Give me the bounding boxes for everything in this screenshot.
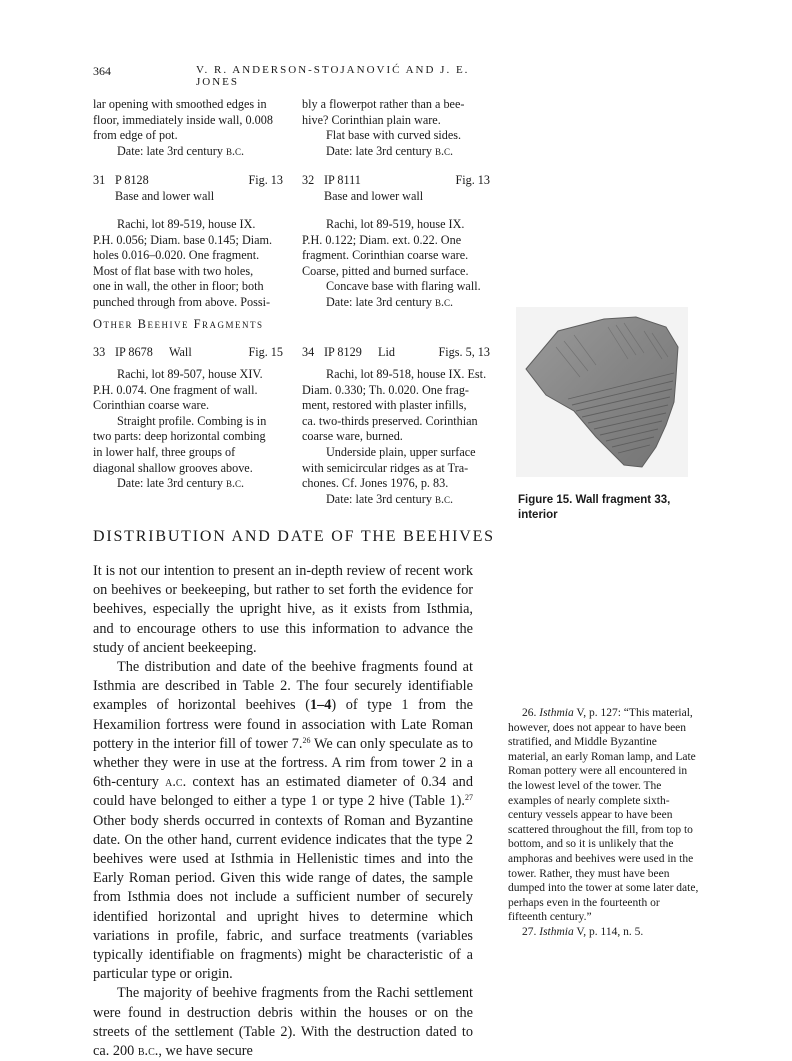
entry-number: 32 (302, 173, 315, 188)
text-line: Underside plain, upper surface (326, 444, 476, 459)
running-authors: V. R. ANDERSON-STOJANOVIĆ AND J. E. JONES (196, 64, 470, 88)
entry-subtitle: Base and lower wall (115, 189, 215, 204)
text-line: fragment. Corinthian coarse ware. (302, 248, 469, 263)
entry-number: 33 (93, 345, 106, 359)
paragraph: The distribution and date of the beehive fragments found at Isthmia are described in Table 2. The four securely identifiable examples of horizontal beehives (1–4) of type 1 from the Hexamilion fortress were found in association with Late Roman pottery in the interior fill of tower 7.26 We can only speculate as to whether they were in use at the fortress. A rim from tower 2 in a 6th-century a.c. context has an estimated diameter of 0.34 and could have belonged to either a type 1 or type 2 hive (Table 1).$^{27}$ Other body sherds occurred in contexts of Roman and Byzantine date. On the other hand, current evidence indicates that the type 2 beehives were used at Isthmia in Hellenistic times and into the Early Roman period. Given this wide range of dates, the sample from Isthmia does not include a sufficient number of securely identified horizontal and upright hives to determine which variations in profile, fabric, and surface treatments (variables typically identifiable on fragments) might be characteristic of a particular type or origin. (93, 659, 474, 983)
entry-33-heading (93, 345, 283, 361)
text-line: Rachi, lot 89-519, house IX. (117, 216, 256, 231)
wall-fragment-image (516, 307, 688, 477)
footnote-27: 27. Isthmia V, p. 114, n. 5. (522, 925, 644, 938)
left-column-top (93, 97, 283, 311)
text-line: P.H. 0.056; Diam. base 0.145; Diam. (93, 232, 273, 247)
footnotes (508, 706, 700, 940)
entry-33 (93, 345, 283, 492)
date-line: Date: late 3rd century b.c. (326, 294, 454, 309)
entry-kind: Wall (169, 345, 192, 359)
text-line: chones. Cf. Jones 1976, p. 83. (302, 476, 449, 491)
text-line: Concave base with flaring wall. (326, 279, 481, 294)
text-line: one in wall, the other in floor; both (93, 279, 264, 294)
inventory-id: IP 8129 (324, 345, 362, 359)
inventory-id: P 8128 (115, 173, 149, 188)
paragraph: The majority of beehive fragments from the Rachi settlement were found in destruction debris within the houses or on the streets of the settlement (Table 2). With the destruction dated to ca. 200 b.c., we have secure (93, 985, 473, 1060)
text-line: Rachi, lot 89-507, house XIV. (117, 367, 263, 381)
text-line: Diam. 0.330; Th. 0.020. One frag- (302, 382, 469, 397)
entry-32-heading (302, 173, 490, 189)
text-line: hive? Corinthian plain ware. (302, 112, 441, 127)
right-column-top (302, 97, 490, 311)
figure-ref: Fig. 13 (248, 173, 283, 188)
text-line: holes 0.016–0.020. One fragment. (93, 248, 260, 263)
section-heading-distribution: DISTRIBUTION AND DATE OF THE BEEHIVES (93, 528, 495, 545)
date-line: Date: late 3rd century b.c. (117, 476, 245, 491)
entry-subtitle: Base and lower wall (324, 189, 424, 204)
figure-ref: Figs. 5, 13 (438, 345, 490, 359)
text-line: Rachi, lot 89-518, house IX. Est. (326, 367, 487, 381)
entry-31-heading (93, 173, 283, 189)
figure-15-caption (518, 493, 698, 523)
text-line: Flat base with curved sides. (326, 128, 462, 143)
inventory-id: IP 8678 (115, 345, 153, 359)
text-line: diagonal shallow grooves above. (93, 460, 253, 475)
entry-number: 34 (302, 345, 315, 359)
footnote-26: 26. Isthmia V, p. 127: “This material, however, does not appear to have been stratified, and Middle Byzantine material, an early Roman lamp, and Late Roman pottery were all encountered in the lowest level of the tower. The examples of nearly complete sixth-century vessels appear to have been scattered throughout the fill, from top to bottom, and so it is unlikely that the amphoras and beehives were used in the tower. Rather, they must have been dumped into the tower at some later date, perhaps even in the fourteenth or fifteenth century.” (508, 707, 699, 924)
page-number: 364 (93, 64, 111, 78)
section-heading-other-fragments: Other Beehive Fragments (93, 317, 264, 331)
text-line: ment, restored with plaster infills, (302, 398, 467, 413)
text-line: floor, immediately inside wall, 0.008 (93, 112, 273, 127)
text-line: lar opening with smoothed edges in (93, 97, 267, 111)
date-line: Date: late 3rd century b.c. (117, 143, 245, 158)
paragraph: It is not our intention to present an in-depth review of recent work on beehives or beekeeping, but rather to set forth the evidence for beehives, especially the upright hive, as it exists from Isthmia, and to encourage others to use this information to advance the study of ancient beekeeping. (93, 563, 473, 656)
text-line: with semicircular ridges as at Tra- (302, 460, 469, 475)
caption-line: Figure 15. Wall fragment 33, (518, 494, 671, 506)
text-line: ca. two-thirds preserved. Corinthian (302, 413, 478, 428)
footnote-ref: 27 (465, 793, 473, 803)
text-line: in lower half, three groups of (93, 444, 236, 459)
entry-34 (302, 345, 490, 507)
text-line: Straight profile. Combing is in (117, 413, 267, 428)
caption-line: interior (518, 509, 558, 521)
text-line: Corinthian coarse ware. (93, 398, 210, 413)
text-line: Rachi, lot 89-519, house IX. (326, 216, 465, 231)
date-line: Date: late 3rd century b.c. (326, 143, 454, 158)
text-line: punched through from above. Possi- (93, 294, 271, 309)
inventory-id: IP 8111 (324, 173, 361, 188)
text-line: bly a flowerpot rather than a bee- (302, 97, 465, 111)
text-line: two parts: deep horizontal combing (93, 429, 266, 444)
text-line: P.H. 0.122; Diam. ext. 0.22. One (302, 232, 462, 247)
text-line: Most of flat base with two holes, (93, 263, 254, 278)
entry-number: 31 (93, 173, 106, 188)
figure-ref: Fig. 15 (248, 345, 283, 359)
text-line: from edge of pot. (93, 128, 178, 143)
figure-15-photo (516, 307, 688, 477)
entry-34-heading (302, 345, 490, 361)
figure-ref: Fig. 13 (455, 173, 490, 188)
text-line: coarse ware, burned. (302, 429, 403, 444)
entry-kind: Lid (378, 345, 395, 359)
text-line: Coarse, pitted and burned surface. (302, 263, 469, 278)
text-line: P.H. 0.074. One fragment of wall. (93, 382, 258, 397)
body-text (93, 562, 473, 1061)
footnote-ref: 26 (302, 735, 311, 745)
date-line: Date: late 3rd century b.c. (326, 491, 454, 506)
